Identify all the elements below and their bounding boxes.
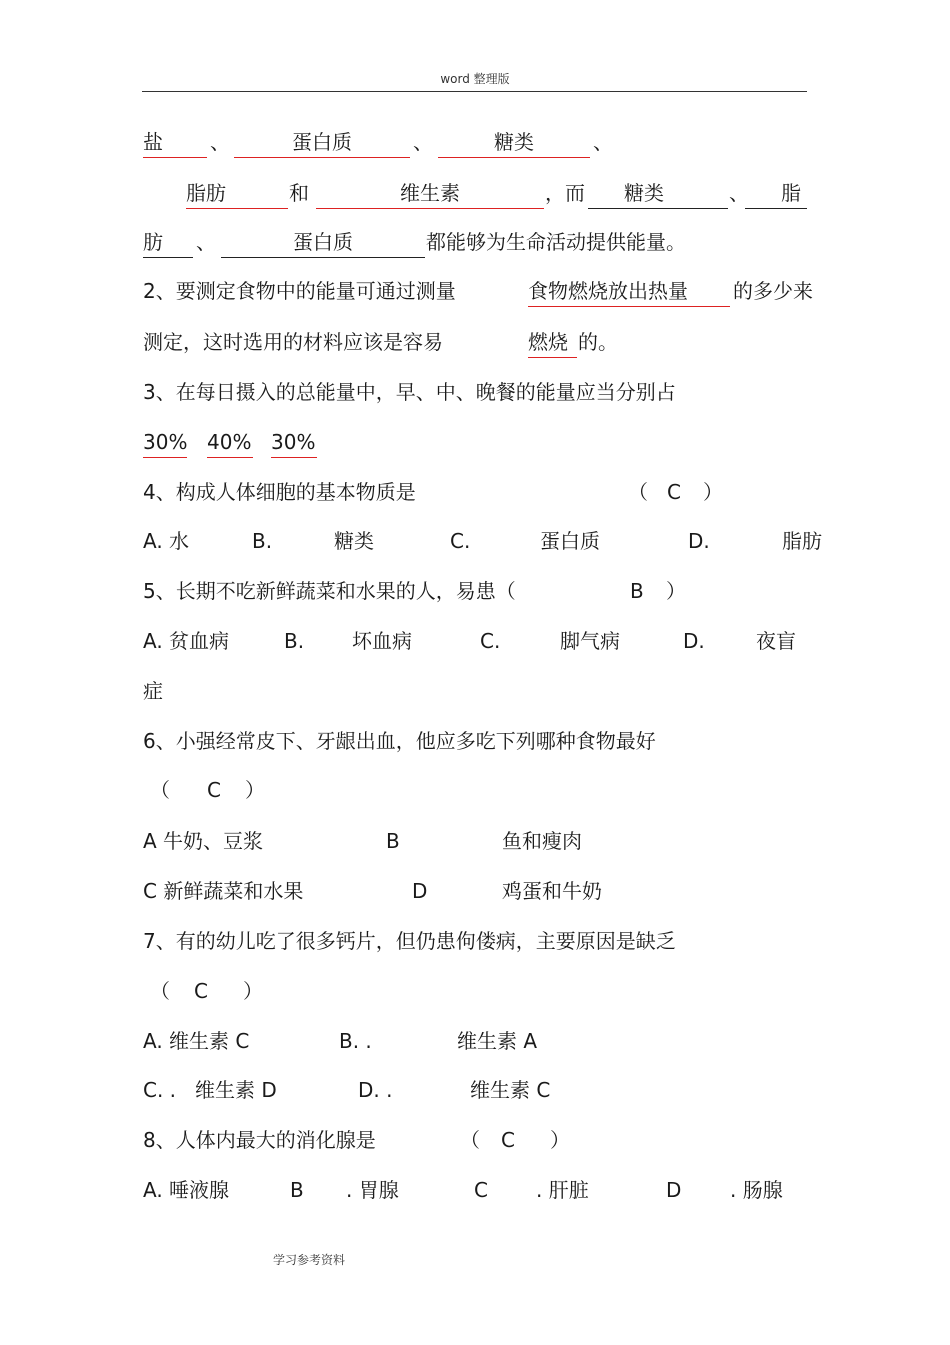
option: . 肠腺 [730,1178,783,1202]
option: 蛋白质 [540,529,600,553]
q4-options [0,525,950,557]
blank-3: 糖类 [438,126,590,158]
q2-line-2 [0,326,950,358]
blank-7b: 肪 [143,226,193,258]
option: D [412,879,428,903]
q5-wrap: 症 [143,679,163,703]
blank-1: 盐 [143,126,207,158]
line-3 [0,226,950,258]
q6-options-2 [0,875,950,907]
q2-stem-2: 测定，这时选用的材料应该是容易 [143,330,443,354]
paren-close: ） [666,579,686,603]
q2-blank-1: 食物燃烧放出热量 [528,275,730,307]
option: 脚气病 [560,629,620,653]
q2-stem: 2、要测定食物中的能量可通过测量 [143,279,456,303]
option: . 胃腺 [346,1178,399,1202]
sep: 、 [729,181,749,205]
sep: 、 [196,230,216,254]
option: 维生素 A [457,1029,538,1053]
q3-stem: 3、在每日摄入的总能量中，早、中、晚餐的能量应当分别占 [143,380,676,404]
option: D. . [358,1078,393,1102]
paren-open: （ [150,979,170,1003]
paren-close: ） [703,480,723,504]
option: B. [252,529,273,553]
q7-answer: C [194,979,208,1003]
q8-answer: C [501,1128,515,1152]
blank-2: 蛋白质 [234,126,410,158]
q7-options-2 [0,1074,950,1106]
option: 脂肪 [782,529,822,553]
option: 维生素 C [470,1078,551,1102]
q2-stem-tail: 的多少来 [733,279,813,303]
option: C. [480,629,501,653]
page-header: word 整理版 [440,72,510,86]
blank-8: 蛋白质 [221,226,425,258]
line-1 [0,126,950,158]
q3-ans-1: 30% [143,426,187,458]
sep: 、 [210,130,230,154]
q3-ans-3: 30% [271,426,317,458]
option: A. 水 [143,529,190,553]
blank-5: 维生素 [316,177,544,209]
option: C [474,1178,488,1202]
option: C 新鲜蔬菜和水果 [143,879,304,903]
q7-stem: 7、有的幼儿吃了很多钙片，但仍患佝偻病，主要原因是缺乏 [143,929,676,953]
q5-stem: 5、长期不吃新鲜蔬菜和水果的人，易患（ B ） [0,575,950,607]
paren-close: ） [245,778,265,802]
paren-close: ） [243,979,263,1003]
q6-answer: C [207,778,221,802]
option: A. 唾液腺 [143,1178,230,1202]
q4-answer: C [667,480,681,504]
option: A. 维生素 C [143,1029,250,1053]
blank-7a: 脂 [745,177,807,209]
q2-line-1 [0,275,950,307]
q2-stem-2-tail: 的。 [578,330,618,354]
word-comma-er: ，而 [545,181,585,205]
page-footer: 学习参考资料 [273,1253,346,1267]
blank-4: 脂肪 [186,177,288,209]
q5-answer: B [630,579,644,603]
q8-stem: 8、人体内最大的消化腺是 （ C ） [0,1124,950,1156]
option: 夜盲 [756,629,796,653]
blank-6: 糖类 [588,177,728,209]
option: C. . [143,1078,177,1102]
q6-stem: 6、小强经常皮下、牙龈出血，他应多吃下列哪种食物最好 [143,729,656,753]
q7-options-1 [0,1025,950,1057]
option: 鸡蛋和牛奶 [502,879,602,903]
option: 鱼和瘦肉 [502,829,582,853]
q2-blank-2: 燃烧 [528,326,577,358]
q4-stem: 4、构成人体细胞的基本物质是 （ C ） [0,476,950,508]
option: B. . [339,1029,372,1053]
option: C. [450,529,471,553]
q6-options-1 [0,825,950,857]
sentence-tail: 都能够为生命活动提供能量。 [426,230,686,254]
line-2 [0,177,950,209]
option: D [666,1178,682,1202]
option: B. [284,629,305,653]
sep: 、 [413,130,433,154]
sep: 、 [593,130,613,154]
word-and: 和 [289,181,309,205]
header-rule [142,91,807,92]
q5-options [0,625,950,657]
paren-open: （ [150,778,170,802]
option: D. [683,629,705,653]
paren-open: （ [460,1128,480,1152]
q3-ans-2: 40% [207,426,253,458]
option: 糖类 [334,529,374,553]
paren-close: ） [550,1128,570,1152]
option: D. [688,529,710,553]
option: 维生素 D [195,1078,277,1102]
q6-answer-row [0,774,950,806]
q3-answers [0,426,950,458]
option: . 肝脏 [536,1178,589,1202]
option: 坏血病 [352,629,412,653]
q7-answer-row [0,975,950,1007]
paren-open: （ [628,480,648,504]
option: B [386,829,400,853]
q8-options [0,1174,950,1206]
option: B [290,1178,304,1202]
option: A 牛奶、豆浆 [143,829,264,853]
option: A. 贫血病 [143,629,230,653]
